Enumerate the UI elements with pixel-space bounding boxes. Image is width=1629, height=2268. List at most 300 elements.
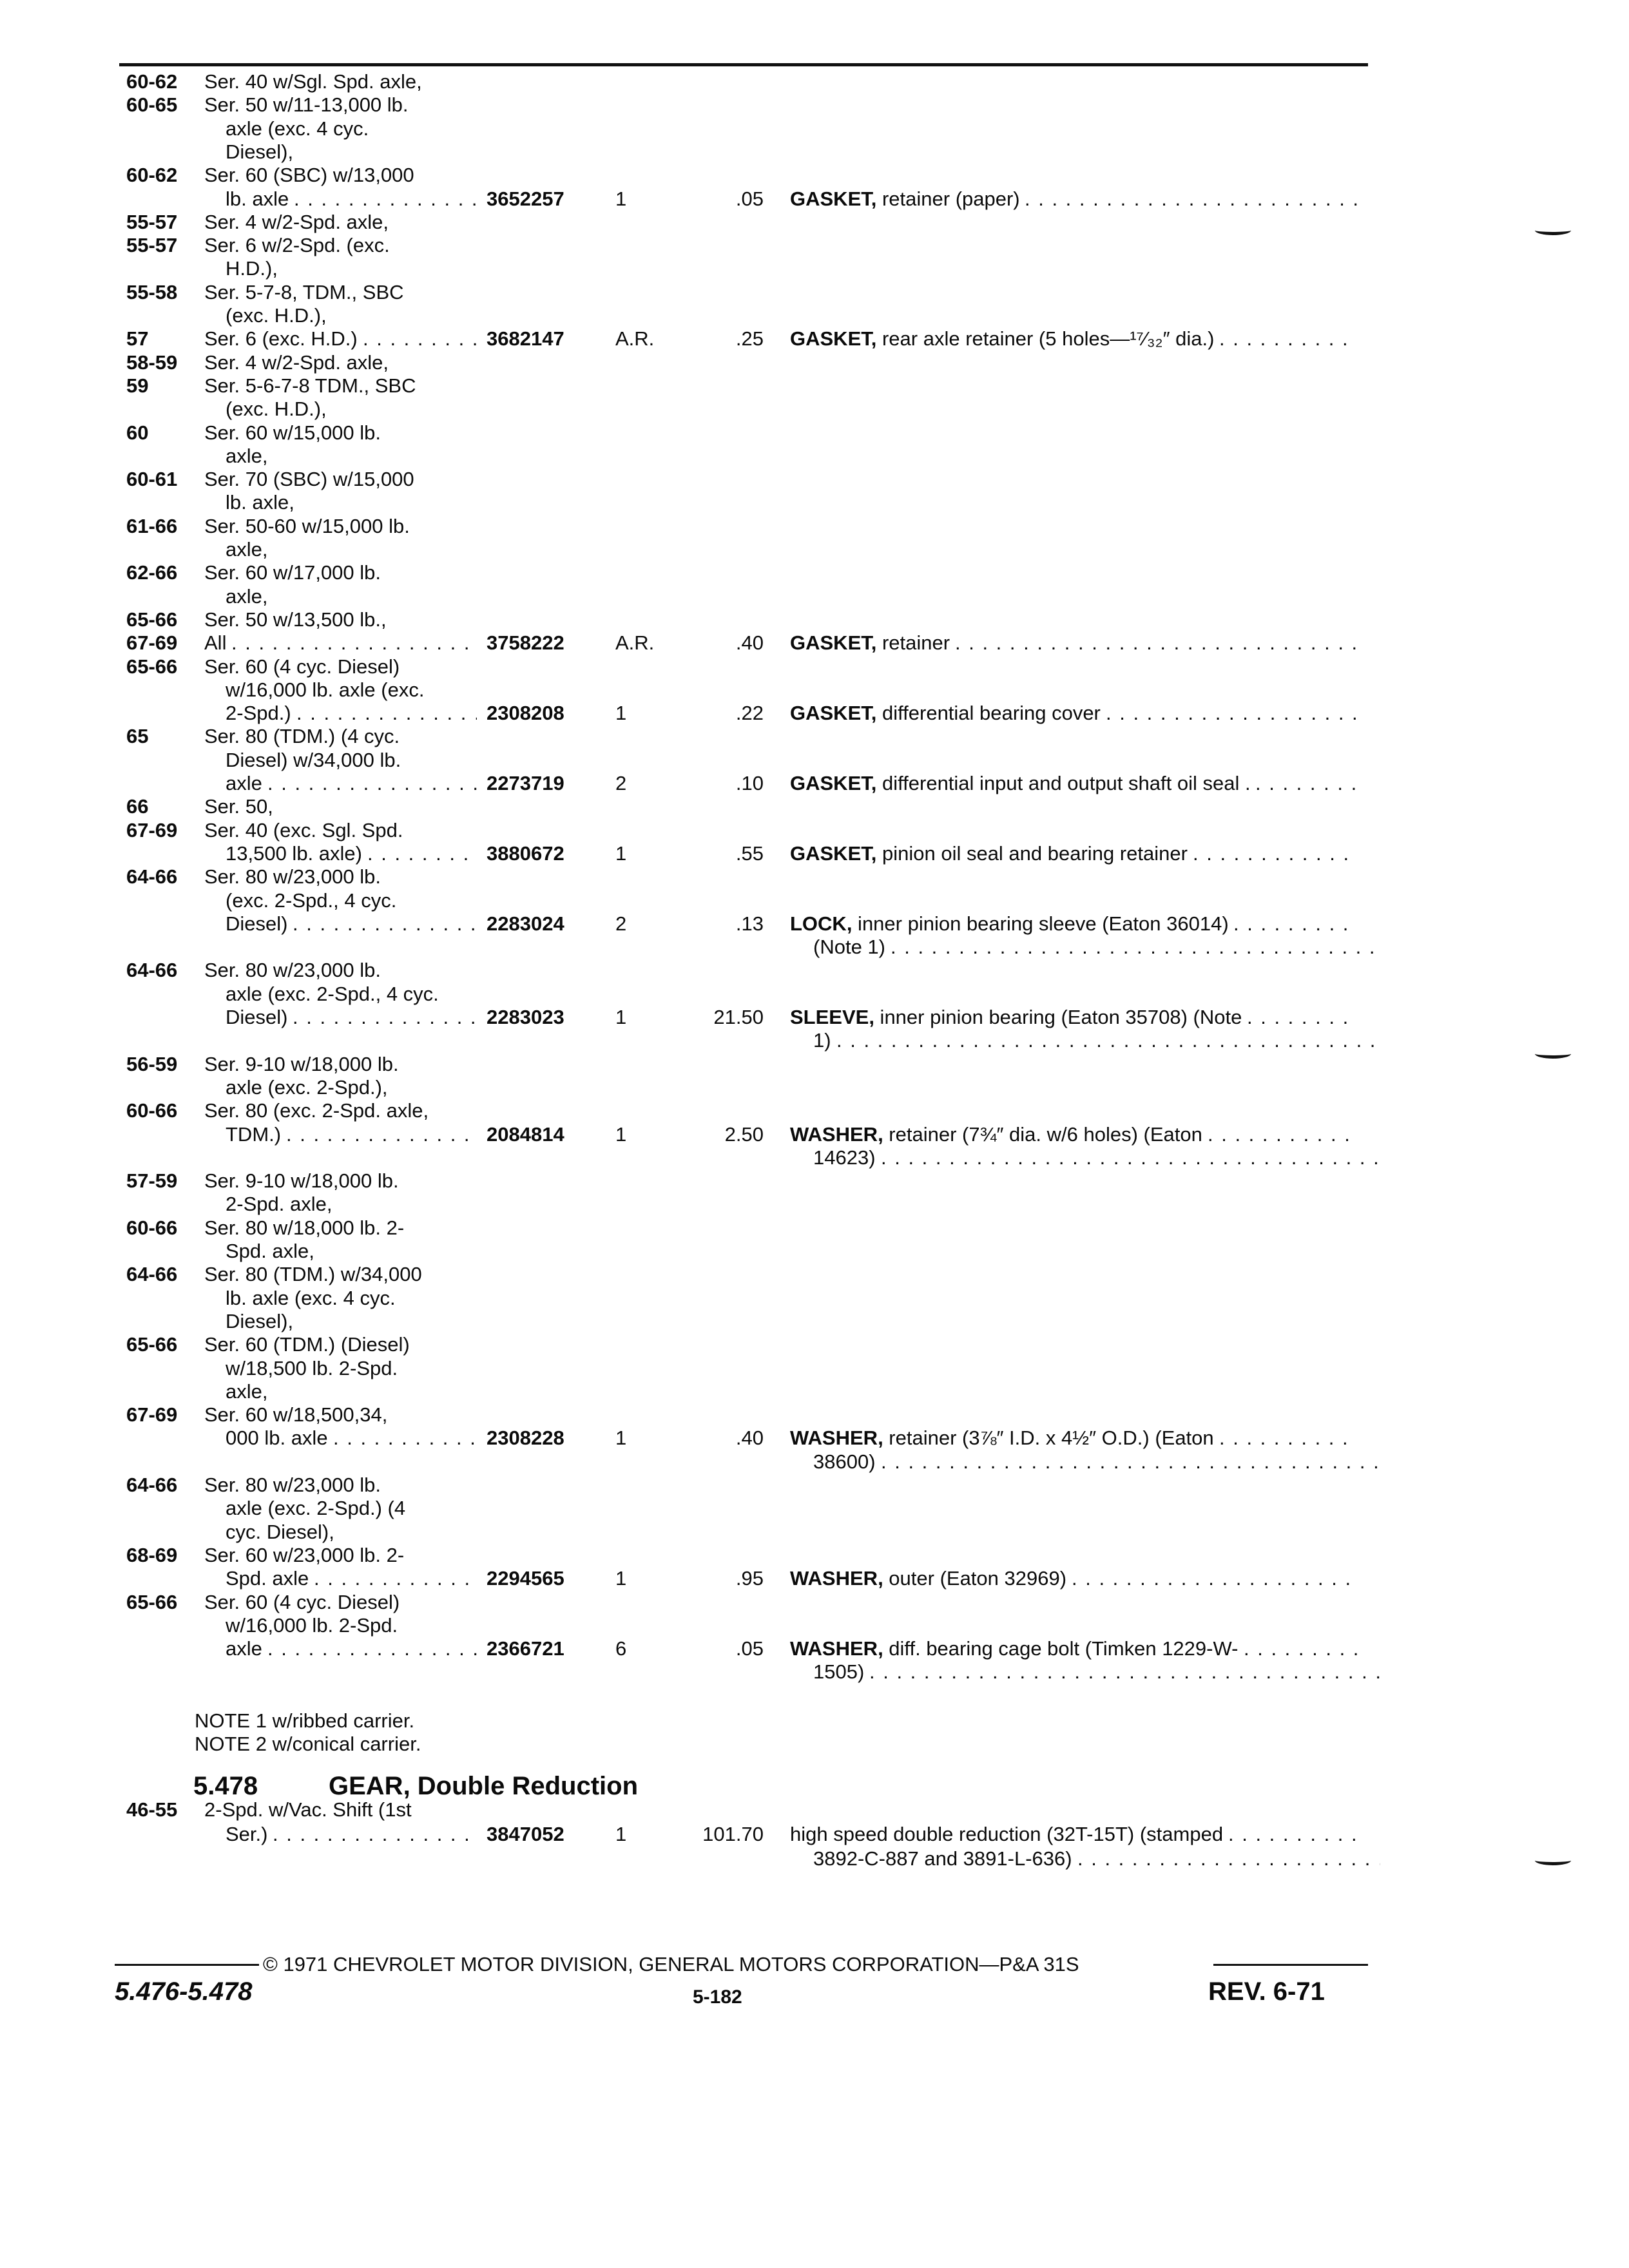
model-years: 60-62 xyxy=(126,164,178,187)
leader-dots xyxy=(296,701,477,726)
leader-dots xyxy=(293,1005,477,1030)
part-row xyxy=(0,818,1629,844)
part-description-cont xyxy=(813,1146,1380,1170)
part-row xyxy=(0,1822,1629,1848)
part-row xyxy=(0,490,1629,516)
application-text: axle (exc. 2-Spd., 4 cyc. xyxy=(226,982,439,1005)
part-number: 2308228 xyxy=(487,1427,564,1450)
application-text: Diesel) w/34,000 lb. xyxy=(226,748,401,771)
part-number: 3880672 xyxy=(487,841,564,865)
part-row xyxy=(0,1028,1629,1054)
part-detail: 1) xyxy=(813,1029,831,1052)
application-text: Ser. 80 (TDM.) w/34,000 xyxy=(204,1263,422,1286)
quantity: 2 xyxy=(615,772,627,794)
price: .55 xyxy=(735,841,764,865)
leader-dots xyxy=(1244,1637,1357,1661)
part-detail: rear axle retainer (5 holes—¹⁷⁄₃₂″ dia.) xyxy=(876,327,1215,351)
part-description xyxy=(790,1426,1357,1450)
leader-dots xyxy=(1106,701,1357,726)
model-years: 61-66 xyxy=(126,514,178,537)
application-text: Ser. 80 (TDM.) (4 cyc. xyxy=(204,725,400,748)
part-row xyxy=(0,1216,1629,1242)
part-detail: high speed double reduction (32T-15T) (stamped xyxy=(790,1823,1224,1845)
model-years: 64-66 xyxy=(126,1474,178,1496)
part-row xyxy=(0,1590,1629,1616)
leader-dots xyxy=(1255,771,1357,796)
application-text: Ser. 80 (exc. 2-Spd. axle, xyxy=(204,1099,429,1122)
part-row xyxy=(0,1005,1629,1031)
part-detail: 1505) xyxy=(813,1660,865,1684)
application-text: w/18,500 lb. 2-Spd. xyxy=(226,1356,398,1379)
footer-revision: REV. 6-71 xyxy=(1208,1977,1325,2006)
leader-dots xyxy=(1233,912,1357,936)
footer-copyright: © 1971 CHEVROLET MOTOR DIVISION, GENERAL MOTORS CORPORATION—P&A 31S xyxy=(263,1953,1079,1975)
part-detail: retainer xyxy=(876,631,950,655)
application-text: w/16,000 lb. axle (exc. xyxy=(226,678,425,701)
model-years: 55-57 xyxy=(126,234,178,257)
model-years: 58-59 xyxy=(126,351,178,374)
application-text: Ser.) xyxy=(226,1823,268,1845)
leader-dots xyxy=(286,1122,477,1147)
part-name: WASHER, xyxy=(790,1122,883,1146)
part-name: GASKET, xyxy=(790,327,877,351)
application-text: Ser. 60 w/15,000 lb. xyxy=(204,421,381,444)
part-detail: 38600) xyxy=(813,1450,876,1473)
part-detail: inner pinion bearing sleeve (Eaton 36014) xyxy=(852,912,1229,935)
price: .95 xyxy=(735,1567,764,1590)
application-text: w/16,000 lb. 2-Spd. xyxy=(226,1613,398,1637)
part-row xyxy=(0,1169,1629,1195)
part-description xyxy=(790,1822,1357,1847)
part-description xyxy=(790,841,1357,866)
part-row xyxy=(0,608,1629,633)
quantity: 1 xyxy=(615,1122,627,1146)
application-text: Diesel), xyxy=(226,1309,294,1332)
application-text: Ser. 80 w/18,000 lb. 2- xyxy=(204,1216,405,1239)
leader-dots xyxy=(314,1566,477,1591)
part-detail: 14623) xyxy=(813,1146,876,1169)
application-text: cyc. Diesel), xyxy=(226,1520,334,1543)
leader-dots xyxy=(294,187,477,211)
part-number: 2294565 xyxy=(487,1567,564,1590)
part-name: WASHER, xyxy=(790,1637,883,1660)
part-row xyxy=(0,140,1629,166)
leader-dots xyxy=(1228,1822,1357,1847)
binder-mark-icon xyxy=(1535,1856,1571,1865)
note-2: NOTE 2 w/conical carrier. xyxy=(195,1733,421,1755)
part-row xyxy=(0,1520,1629,1546)
application-text: Ser. 50 w/13,500 lb., xyxy=(204,608,387,631)
application-text: Ser. 50 w/11-13,000 lb. xyxy=(204,93,409,117)
quantity: 1 xyxy=(615,1823,627,1845)
application-text: Ser. 4 w/2-Spd. axle, xyxy=(204,351,389,374)
leader-dots xyxy=(293,912,477,936)
application-text: Diesel) xyxy=(226,912,288,935)
leader-dots xyxy=(273,1822,477,1847)
part-row xyxy=(0,1426,1629,1452)
part-row xyxy=(0,117,1629,142)
part-number: 2366721 xyxy=(487,1637,564,1660)
quantity: A.R. xyxy=(615,327,655,351)
application-text: axle xyxy=(226,1637,262,1660)
application-text: 2-Spd.) xyxy=(226,702,291,725)
quantity: 1 xyxy=(615,187,627,210)
part-row xyxy=(0,233,1629,259)
part-detail: outer (Eaton 32969) xyxy=(883,1567,1067,1590)
part-row xyxy=(0,1262,1629,1288)
application-text: (exc. H.D.), xyxy=(226,304,327,327)
part-row xyxy=(0,584,1629,610)
application-text: Spd. axle xyxy=(226,1567,309,1590)
application-text: axle, xyxy=(226,444,268,467)
part-detail: retainer (paper) xyxy=(876,187,1020,210)
part-name: SLEEVE, xyxy=(790,1006,874,1028)
part-name: GASKET, xyxy=(790,841,877,865)
leader-dots xyxy=(869,1660,1380,1684)
part-name: WASHER, xyxy=(790,1427,883,1450)
part-row xyxy=(0,958,1629,984)
part-row xyxy=(0,912,1629,937)
part-row xyxy=(0,1566,1629,1592)
application-text: 000 lb. axle xyxy=(226,1427,328,1450)
part-detail: pinion oil seal and bearing retainer xyxy=(876,841,1188,865)
part-row xyxy=(0,351,1629,376)
application-text: (exc. 2-Spd., 4 cyc. xyxy=(226,889,397,912)
part-description-cont xyxy=(813,1660,1380,1684)
application-text: Diesel) xyxy=(226,1006,288,1028)
price: .25 xyxy=(735,327,764,351)
price: 2.50 xyxy=(724,1122,764,1146)
part-description-cont xyxy=(813,1450,1380,1474)
part-row xyxy=(0,1613,1629,1639)
application-text: axle, xyxy=(226,584,268,608)
application-text: axle, xyxy=(226,1379,268,1403)
part-row xyxy=(0,631,1629,657)
part-row xyxy=(0,1543,1629,1569)
model-years: 60-62 xyxy=(126,70,178,93)
leader-dots xyxy=(955,631,1357,655)
part-number: 2273719 xyxy=(487,772,564,794)
quantity: 1 xyxy=(615,702,627,725)
application-text: Ser. 40 w/Sgl. Spd. axle, xyxy=(204,70,422,93)
model-years: 67-69 xyxy=(126,818,178,841)
part-description xyxy=(790,187,1357,211)
part-detail: diff. bearing cage bolt (Timken 1229-W- xyxy=(883,1637,1239,1660)
leader-dots xyxy=(881,1146,1380,1170)
application-text: lb. axle xyxy=(226,187,289,210)
part-detail: retainer (7¾″ dia. w/6 holes) (Eaton xyxy=(883,1122,1202,1146)
part-description xyxy=(790,912,1357,936)
part-row xyxy=(0,724,1629,750)
part-number: 2283023 xyxy=(487,1006,564,1028)
application-text: Ser. 60 w/23,000 lb. 2- xyxy=(204,1543,405,1566)
leader-dots xyxy=(1208,1122,1357,1147)
part-detail: differential input and output shaft oil seal . xyxy=(876,772,1251,794)
model-years: 65-66 xyxy=(126,655,178,678)
part-row xyxy=(0,1192,1629,1218)
part-row xyxy=(0,444,1629,470)
part-description xyxy=(790,1122,1357,1147)
model-years: 60-66 xyxy=(126,1099,178,1122)
part-number: 2308208 xyxy=(487,702,564,725)
part-description xyxy=(790,327,1357,351)
part-detail: inner pinion bearing (Eaton 35708) (Note xyxy=(874,1006,1242,1028)
part-name: GASKET, xyxy=(790,187,877,210)
application-text: All xyxy=(204,631,227,655)
part-row xyxy=(0,280,1629,306)
footer-rule-left xyxy=(115,1964,259,1966)
part-name: LOCK, xyxy=(790,912,853,935)
part-row xyxy=(0,93,1629,119)
application-text: Ser. 60 (SBC) w/13,000 xyxy=(204,164,414,187)
price: .10 xyxy=(735,772,764,794)
part-row xyxy=(0,1052,1629,1078)
part-row xyxy=(0,303,1629,329)
leader-dots xyxy=(231,631,477,655)
quantity: 1 xyxy=(615,1427,627,1450)
part-description xyxy=(790,1005,1357,1030)
application-text: Ser. 5-7-8, TDM., SBC xyxy=(204,280,404,303)
binder-mark-icon xyxy=(1535,226,1571,235)
application-text: Spd. axle, xyxy=(226,1240,314,1262)
price: .13 xyxy=(735,912,764,935)
note-1: NOTE 1 w/ribbed carrier. xyxy=(195,1709,415,1732)
model-years: 64-66 xyxy=(126,1263,178,1286)
part-row xyxy=(0,1637,1629,1662)
model-years: 65-66 xyxy=(126,1333,178,1356)
leader-dots xyxy=(267,771,477,796)
application-text: axle xyxy=(226,772,262,794)
model-years: 64-66 xyxy=(126,865,178,889)
application-text: Ser. 50, xyxy=(204,795,273,818)
application-text: 13,500 lb. axle) xyxy=(226,841,362,865)
part-row xyxy=(0,1496,1629,1522)
model-years: 60-61 xyxy=(126,468,178,491)
part-description-cont xyxy=(813,1028,1380,1053)
application-text: Ser. 5-6-7-8 TDM., SBC xyxy=(204,374,416,397)
part-row xyxy=(0,256,1629,282)
application-text: Ser. 50-60 w/15,000 lb. xyxy=(204,514,410,537)
application-text: Ser. 60 (4 cyc. Diesel) xyxy=(204,1590,400,1613)
model-years: 55-58 xyxy=(126,280,178,303)
price: .05 xyxy=(735,187,764,210)
leader-dots xyxy=(836,1028,1380,1053)
application-text: Ser. 60 w/18,500,34, xyxy=(204,1403,388,1427)
part-name: GASKET, xyxy=(790,702,877,725)
part-row xyxy=(0,1798,1629,1823)
application-text: Ser. 80 w/23,000 lb. xyxy=(204,1474,381,1496)
application-text: Ser. 80 w/23,000 lb. xyxy=(204,959,381,982)
leader-dots xyxy=(1247,1005,1357,1030)
application-text: Ser. 60 (TDM.) (Diesel) xyxy=(204,1333,410,1356)
part-row xyxy=(0,1379,1629,1405)
part-row xyxy=(0,982,1629,1008)
model-years: 46-55 xyxy=(126,1798,178,1821)
leader-dots xyxy=(1193,841,1357,866)
application-text: axle (exc. 2-Spd.), xyxy=(226,1075,388,1099)
model-years: 67-69 xyxy=(126,1403,178,1427)
part-row xyxy=(0,1309,1629,1335)
footer-rule-right xyxy=(1213,1964,1368,1966)
application-text: lb. axle (exc. 4 cyc. xyxy=(226,1286,396,1309)
price: .40 xyxy=(735,631,764,655)
part-number: 2283024 xyxy=(487,912,564,935)
part-row xyxy=(0,1473,1629,1499)
application-text: Ser. 4 w/2-Spd. axle, xyxy=(204,210,389,233)
application-text: 2-Spd. w/Vac. Shift (1st xyxy=(204,1798,412,1821)
application-text: Diesel), xyxy=(226,140,294,163)
price: 21.50 xyxy=(713,1006,764,1028)
part-description xyxy=(790,701,1357,726)
part-row xyxy=(0,748,1629,774)
part-row xyxy=(0,1286,1629,1312)
model-years: 68-69 xyxy=(126,1543,178,1566)
application-text: axle, xyxy=(226,538,268,561)
leader-dots xyxy=(1219,327,1357,351)
part-detail: differential bearing cover xyxy=(876,702,1101,725)
model-years: 65 xyxy=(126,725,149,748)
leader-dots xyxy=(1077,1847,1380,1871)
part-row xyxy=(0,1075,1629,1101)
leader-dots xyxy=(267,1637,477,1661)
part-number: 3682147 xyxy=(487,327,564,351)
quantity: A.R. xyxy=(615,631,655,655)
part-row xyxy=(0,467,1629,493)
part-detail: (Note 1) xyxy=(813,936,885,959)
part-name: GASKET, xyxy=(790,772,877,794)
quantity: 1 xyxy=(615,1567,627,1590)
part-row xyxy=(0,1847,1629,1872)
part-number: 2084814 xyxy=(487,1122,564,1146)
application-text: (exc. H.D.), xyxy=(226,398,327,421)
price: .40 xyxy=(735,1427,764,1450)
part-row xyxy=(0,655,1629,680)
leader-dots xyxy=(1219,1426,1357,1450)
part-row xyxy=(0,1099,1629,1124)
part-row xyxy=(0,374,1629,399)
part-row xyxy=(0,70,1629,95)
quantity: 1 xyxy=(615,841,627,865)
part-row xyxy=(0,1146,1629,1171)
price: .05 xyxy=(735,1637,764,1660)
part-row xyxy=(0,1122,1629,1148)
part-number: 3758222 xyxy=(487,631,564,655)
quantity: 2 xyxy=(615,912,627,935)
part-detail: retainer (3⅞″ I.D. x 4½″ O.D.) (Eaton xyxy=(883,1427,1214,1450)
model-years: 60 xyxy=(126,421,149,444)
part-number: 3847052 xyxy=(487,1823,564,1845)
part-row xyxy=(0,794,1629,820)
price: .22 xyxy=(735,702,764,725)
leader-dots xyxy=(363,327,477,351)
application-text: Ser. 60 w/17,000 lb. xyxy=(204,561,381,584)
footer-page-number: 5-182 xyxy=(693,1986,742,2008)
application-text: Ser. 70 (SBC) w/15,000 xyxy=(204,468,414,491)
application-text: Ser. 6 w/2-Spd. (exc. xyxy=(204,234,390,257)
part-description xyxy=(790,1566,1357,1591)
part-row xyxy=(0,771,1629,797)
model-years: 66 xyxy=(126,795,149,818)
section-heading xyxy=(193,1771,638,1802)
section-title: GEAR, Double Reduction xyxy=(329,1772,638,1800)
model-years: 57 xyxy=(126,327,149,351)
application-text: Ser. 80 w/23,000 lb. xyxy=(204,865,381,889)
part-row xyxy=(0,701,1629,727)
part-row xyxy=(0,514,1629,540)
part-row xyxy=(0,327,1629,352)
application-text: 2-Spd. axle, xyxy=(226,1193,333,1216)
application-text: axle (exc. 4 cyc. xyxy=(226,117,369,140)
part-row xyxy=(0,841,1629,867)
part-name: GASKET, xyxy=(790,631,877,655)
application-text: TDM.) xyxy=(226,1122,282,1146)
leader-dots xyxy=(881,1450,1380,1474)
application-text: Ser. 9-10 w/18,000 lb. xyxy=(204,1052,399,1075)
application-text: lb. axle, xyxy=(226,491,294,514)
model-years: 60-66 xyxy=(126,1216,178,1239)
part-row xyxy=(0,1660,1629,1686)
part-row xyxy=(0,537,1629,563)
application-text: Ser. 6 (exc. H.D.) xyxy=(204,327,358,351)
application-text: axle (exc. 2-Spd.) (4 xyxy=(226,1497,406,1520)
part-description xyxy=(790,631,1357,655)
leader-dots xyxy=(1072,1566,1357,1591)
model-years: 65-66 xyxy=(126,1590,178,1613)
part-number: 3652257 xyxy=(487,187,564,210)
part-row xyxy=(0,678,1629,704)
part-row xyxy=(0,1332,1629,1358)
section-number: 5.478 xyxy=(193,1772,258,1800)
part-row xyxy=(0,397,1629,423)
model-years: 64-66 xyxy=(126,959,178,982)
part-row xyxy=(0,187,1629,213)
model-years: 56-59 xyxy=(126,1052,178,1075)
model-years: 55-57 xyxy=(126,210,178,233)
model-years: 65-66 xyxy=(126,608,178,631)
leader-dots xyxy=(333,1426,477,1450)
part-description-cont xyxy=(813,1847,1380,1871)
part-description xyxy=(790,771,1357,796)
part-row xyxy=(0,1403,1629,1428)
model-years: 59 xyxy=(126,374,149,397)
model-years: 62-66 xyxy=(126,561,178,584)
part-name: WASHER, xyxy=(790,1567,883,1590)
part-description xyxy=(790,1637,1357,1661)
price: 101.70 xyxy=(702,1823,764,1845)
part-row xyxy=(0,421,1629,447)
application-text: Ser. 40 (exc. Sgl. Spd. xyxy=(204,818,403,841)
part-row xyxy=(0,1450,1629,1475)
application-text: H.D.), xyxy=(226,257,278,280)
leader-dots xyxy=(367,841,477,866)
footer-section-range: 5.476-5.478 xyxy=(115,1977,253,2006)
quantity: 1 xyxy=(615,1006,627,1028)
model-years: 57-59 xyxy=(126,1169,178,1193)
part-row xyxy=(0,210,1629,236)
leader-dots xyxy=(1025,187,1357,211)
part-description-cont xyxy=(813,935,1380,959)
part-row xyxy=(0,561,1629,586)
part-row xyxy=(0,1356,1629,1382)
binder-mark-icon xyxy=(1535,1049,1571,1059)
application-text: Ser. 60 (4 cyc. Diesel) xyxy=(204,655,400,678)
part-row xyxy=(0,935,1629,961)
quantity: 6 xyxy=(615,1637,627,1660)
part-row xyxy=(0,889,1629,914)
part-row xyxy=(0,865,1629,890)
part-detail: 3892-C-887 and 3891-L-636) xyxy=(813,1847,1072,1870)
top-rule xyxy=(119,63,1368,66)
